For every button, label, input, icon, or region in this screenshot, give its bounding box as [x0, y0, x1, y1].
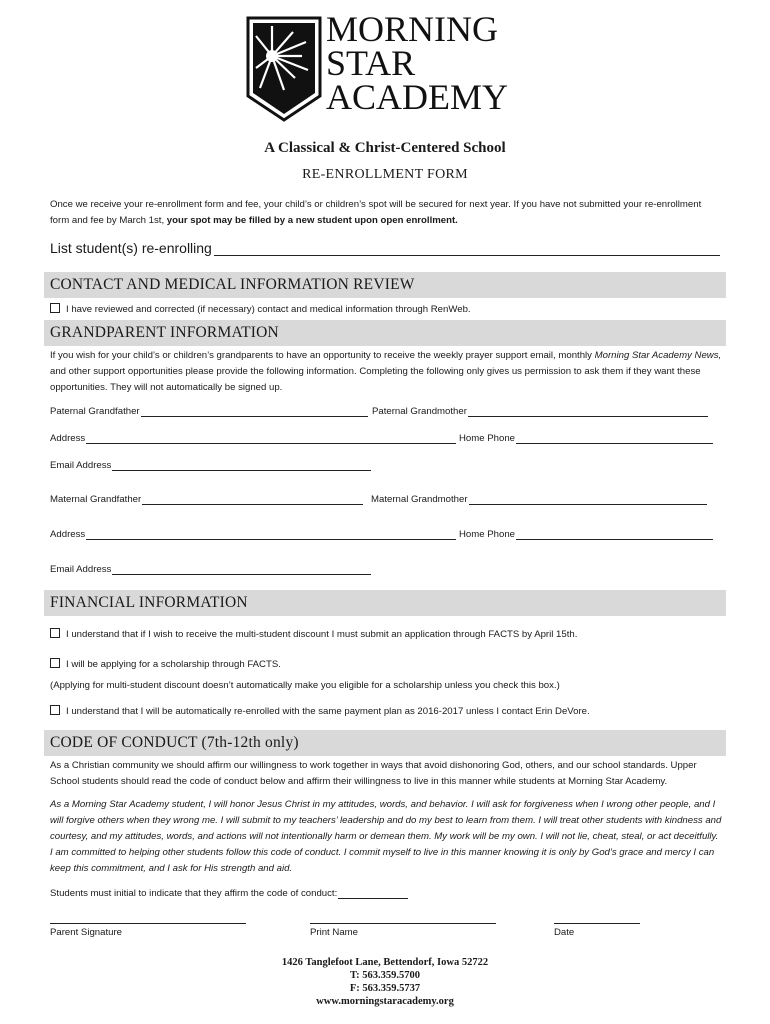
- footer: [0, 956, 770, 1008]
- logo-line-1: MORNING: [326, 9, 499, 49]
- paternal-address-label: Address: [50, 433, 86, 444]
- footer-phone: T: 563.359.5700: [349, 970, 421, 981]
- school-tagline: A Classical & Christ-Centered School: [264, 140, 506, 156]
- form-title: RE-ENROLLMENT FORM: [302, 167, 468, 182]
- logo-line-2: STAR: [326, 43, 416, 83]
- grandparent-intro-text-1: If you wish for your child’s or children’s grandparents to have an opportunity to receive the weekly prayer support email, monthly: [50, 350, 595, 361]
- grandparent-intro-text-2: and other support opportunities please provide the following information. Completing the following only gives us permission to ask them if they want these opportunities. They will not automatically be signed up.: [50, 366, 701, 393]
- contact-heading: CONTACT AND MEDICAL INFORMATION REVIEW: [44, 272, 726, 298]
- maternal-grandfather-input[interactable]: [142, 495, 363, 505]
- contact-review-label: I have reviewed and corrected (if necessary) contact and medical information through RenWeb.: [66, 304, 471, 315]
- financial-item-2: [50, 657, 281, 673]
- paternal-phone-input[interactable]: [516, 434, 713, 444]
- print-name-label: Print Name: [310, 927, 358, 938]
- maternal-email-label: Email Address: [50, 564, 112, 575]
- maternal-address-label: Address: [50, 529, 86, 540]
- date-label: Date: [554, 927, 575, 938]
- maternal-phone-label: Home Phone: [459, 529, 515, 540]
- paternal-address-input[interactable]: [86, 434, 456, 444]
- parent-signature-line[interactable]: [50, 922, 246, 924]
- students-input-line[interactable]: [214, 241, 720, 256]
- contact-review-checkbox[interactable]: [50, 303, 60, 313]
- paternal-grandmother-label: Paternal Grandmother: [372, 406, 467, 417]
- initial-field: [50, 888, 408, 899]
- paternal-phone-label: Home Phone: [459, 433, 515, 444]
- conduct-code-text: As a Morning Star Academy student, I will honor Jesus Christ in my attitudes, words, and behavior. I will ask for forgiveness when I wrong other people, and I will forgive others when they wrong me. I will submit to my teachers’ leadership and do my best to learn from them. I will treat other students with kindness and courtesy, and my attitudes, words, and actions will not intentionally harm or demean them. My work will be my own. I will not lie, cheat, steal, or act deceitfully. I am committed to helping other students follow this code of conduct. I commit myself to live in this manner knowing it is only by God’s grace and mercy I can keep this commitment, and I ask for His strength and aid.: [50, 799, 722, 874]
- initial-label: Students must initial to indicate that they affirm the code of conduct:: [50, 888, 338, 899]
- paternal-grandfather-field: [50, 406, 368, 417]
- intro-paragraph: [50, 197, 722, 229]
- logo-shield-icon: [246, 16, 322, 122]
- financial-heading: FINANCIAL INFORMATION: [44, 590, 726, 616]
- students-field: [50, 240, 720, 256]
- paternal-email-field: [50, 460, 371, 471]
- paternal-email-label: Email Address: [50, 460, 112, 471]
- multi-student-discount-checkbox[interactable]: [50, 628, 60, 638]
- logo-wordmark: [326, 9, 509, 117]
- maternal-grandfather-label: Maternal Grandfather: [50, 494, 142, 505]
- paternal-grandfather-input[interactable]: [141, 407, 368, 417]
- conduct-heading: CODE OF CONDUCT (7th-12th only): [44, 730, 726, 756]
- students-label: List student(s) re-enrolling: [50, 240, 212, 256]
- conduct-intro: As a Christian community we should affirm our willingness to work together in ways that avoid dishonoring God, others, and our school standards. Upper School students should read the code of conduct below and affirm their willingness to live in this manner while students at Morning Star Academy.: [50, 760, 697, 787]
- paternal-email-input[interactable]: [112, 461, 371, 471]
- logo-line-3: ACADEMY: [326, 77, 509, 117]
- paternal-phone-field: [459, 433, 713, 444]
- grandparent-heading: GRANDPARENT INFORMATION: [44, 320, 726, 346]
- financial-note: (Applying for multi-student discount doesn’t automatically make you eligible for a scholarship unless you check this box.): [50, 680, 560, 691]
- contact-review-item: [50, 302, 471, 318]
- financial-item-3: [50, 704, 590, 720]
- paternal-address-field: [50, 433, 456, 444]
- financial-item-1-label: I understand that if I wish to receive the multi-student discount I must submit an application through FACTS by April 15th.: [66, 629, 578, 640]
- financial-item-1: [50, 627, 577, 643]
- maternal-phone-input[interactable]: [516, 530, 713, 540]
- footer-address: 1426 Tanglefoot Lane, Bettendorf, Iowa 52722: [281, 957, 489, 968]
- maternal-grandfather-field: [50, 494, 363, 505]
- intro-bold-text: your spot may be filled by a new student upon open enrollment.: [166, 215, 458, 226]
- grandparent-intro: [50, 348, 722, 396]
- maternal-address-input[interactable]: [86, 530, 456, 540]
- date-line[interactable]: [554, 922, 640, 924]
- financial-item-3-label: I understand that I will be automatically re-enrolled with the same payment plan as 2016-2017 unless I contact Erin DeVore.: [66, 706, 590, 717]
- footer-website[interactable]: www.morningstaracademy.org: [316, 996, 454, 1007]
- maternal-grandmother-field: [371, 494, 707, 505]
- financial-item-2-label: I will be applying for a scholarship through FACTS.: [66, 659, 281, 670]
- maternal-grandmother-label: Maternal Grandmother: [371, 494, 468, 505]
- initial-input[interactable]: [338, 889, 408, 899]
- print-name-line[interactable]: [310, 922, 496, 924]
- parent-signature-label: Parent Signature: [50, 927, 122, 938]
- footer-fax: F: 563.359.5737: [349, 983, 421, 994]
- maternal-email-field: [50, 564, 371, 575]
- maternal-address-field: [50, 529, 456, 540]
- grandparent-intro-italic: Morning Star Academy News,: [594, 350, 722, 361]
- paternal-grandmother-field: [372, 406, 708, 417]
- scholarship-checkbox[interactable]: [50, 658, 60, 668]
- payment-plan-checkbox[interactable]: [50, 705, 60, 715]
- paternal-grandfather-label: Paternal Grandfather: [50, 406, 140, 417]
- maternal-email-input[interactable]: [112, 565, 371, 575]
- maternal-grandmother-input[interactable]: [469, 495, 707, 505]
- intro-text: Once we receive your re-enrollment form and fee, your child’s or children’s spot will be secured for next year. If you have not submitted your re-enrollment form and fee by March 1st,: [50, 199, 702, 226]
- maternal-phone-field: [459, 529, 713, 540]
- paternal-grandmother-input[interactable]: [468, 407, 708, 417]
